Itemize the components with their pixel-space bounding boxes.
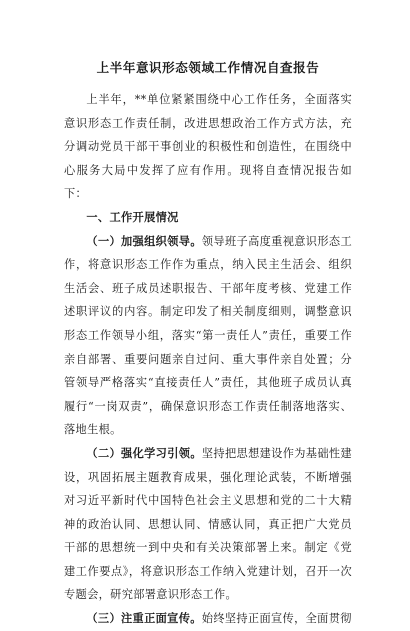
document-title: 上半年意识形态领域工作情况自查报告	[96, 60, 320, 75]
item-study-guidance	[64, 442, 352, 607]
item-text: 领导班子高度重视意识形态工作，将意识形态工作作为重点，纳入民主生活会、组织生活会、班子成员述职报告、干部年度考核、党建工作述职评议的内容。制定印发了相关制度细则，调整意识形态工作领导小组，落实“第一责任人”责任，重要工作亲自部署、重要问题亲自过问、重大事件亲自处置；分管领导严格落实“直接责任人”责任，其他班子成员认真履行“一岗双责”，确保意识形态工作责任制落地落实、落地生根。	[64, 234, 352, 437]
item-text: 始终坚持正面宣传，全面贯彻	[201, 612, 352, 626]
intro-paragraph: 上半年，**单位紧紧围绕中心工作任务，全面落实意识形态工作责任制，改进思想政治工作方式方法，充分调动党员干部干事创业的积极性和创造性，在围绕中心服务大局中发挥了应有作用。现将自查情况报告如下：	[64, 93, 352, 201]
item-positive-publicity	[64, 607, 352, 631]
item-lead: （一）加强组织领导。	[86, 234, 202, 248]
item-lead: （三）注重正面宣传。	[86, 612, 202, 626]
item-text: 坚持把思想建设作为基础性建设，巩固拓展主题教育成果，强化理论武装，不断增强对习近平新时代中国特色社会主义思想和党的二十大精神的政治认同、思想认同、情感认同，真正把广大党员干部的思想统一到中央和有关决策部署上来。制定《党建工作要点》，将意识形态工作纳入党建计划，召开一次专题会，研究部署意识形态工作。	[64, 446, 352, 602]
item-organization-leadership	[64, 230, 352, 442]
item-lead: （二）强化学习引领。	[86, 446, 202, 460]
section-heading-work-status: 一、工作开展情况	[86, 210, 179, 224]
